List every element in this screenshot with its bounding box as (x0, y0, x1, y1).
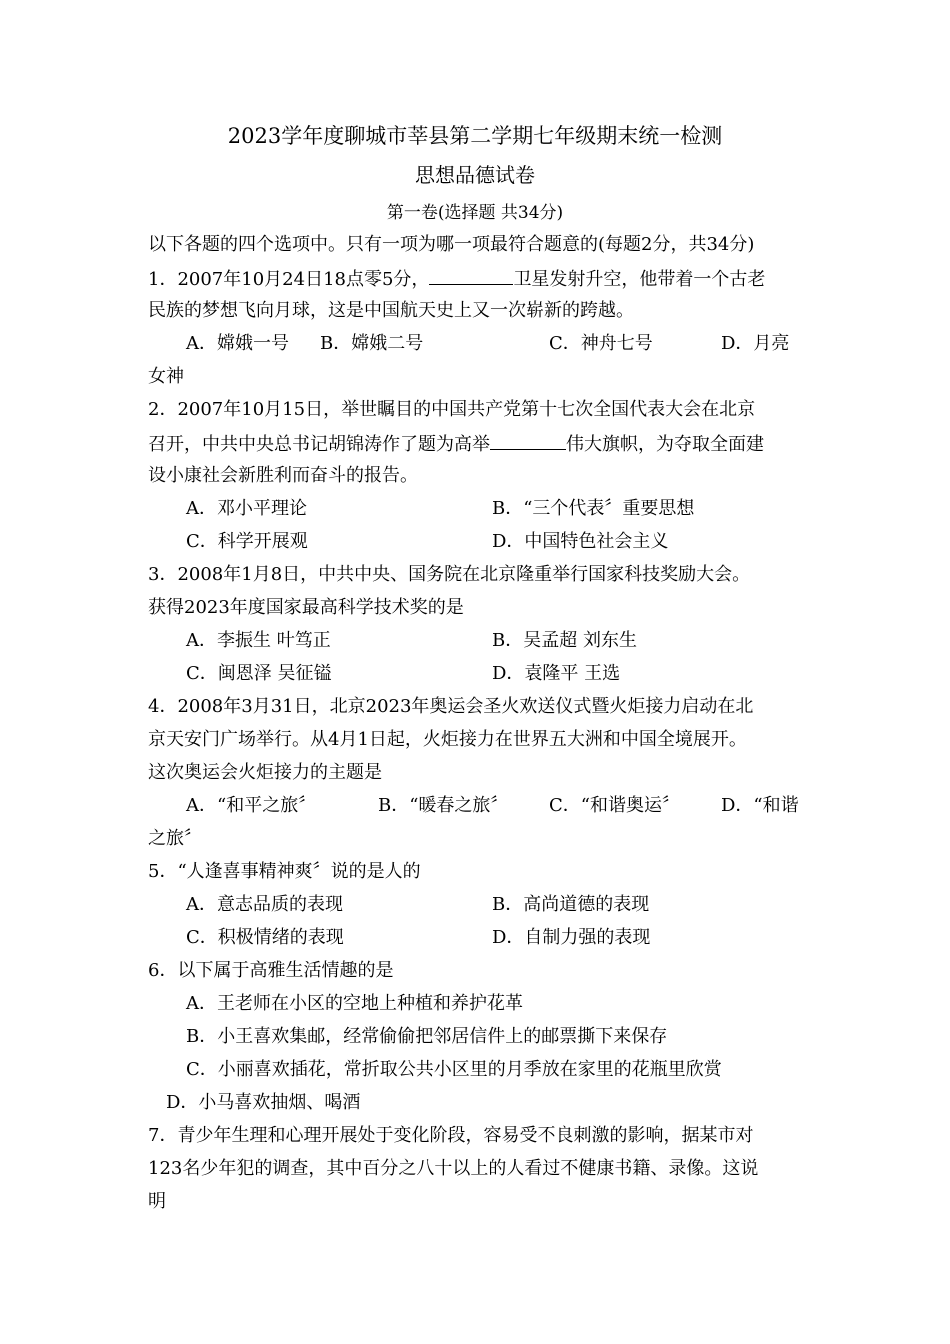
option-d: D．小马喜欢抽烟、喝酒 (166, 1092, 361, 1113)
option-b: B．“暖春之旅〞 (378, 795, 509, 816)
question-4-line-1: 4．2008年3月31日，北京2023年奥运会圣火欢送仪式暨火炬接力启动在北 (148, 696, 754, 717)
question-2-line-3: 设小康社会新胜利而奋斗的报告。 (148, 465, 418, 486)
question-1-line-1 (148, 266, 765, 292)
option-d: D．中国特色社会主义 (492, 531, 669, 552)
question-3-line-1: 3．2008年1月8日，中共中央、国务院在北京隆重举行国家科技奖励大会。 (148, 564, 751, 585)
option-d: D．“和谐 (721, 795, 799, 816)
option-b: B．高尚道德的表现 (492, 894, 650, 915)
question-5-line-1: 5．“人逢喜事精神爽〞说的是人的 (148, 861, 421, 882)
question-2-text-a: 召开，中共中央总书记胡锦涛作了题为高举 (148, 434, 490, 455)
option-a: A．意志品质的表现 (186, 894, 343, 915)
option-c: C．小丽喜欢插花，常折取公共小区里的月季放在家里的花瓶里欣赏 (186, 1059, 722, 1080)
question-7-line-1: 7．青少年生理和心理开展处于变化阶段，容易受不良刺激的影响，据某市对 (148, 1125, 754, 1146)
question-7-line-2: 123名少年犯的调查，其中百分之八十以上的人看过不健康书籍、录像。这说 (148, 1158, 759, 1179)
option-d: D．袁隆平 王选 (492, 663, 621, 684)
option-a: A．“和平之旅〞 (186, 795, 317, 816)
section-heading: 第一卷(选择题 共34分) (386, 203, 564, 223)
option-a: A．邓小平理论 (186, 498, 307, 519)
answer-blank (429, 266, 513, 285)
option-c: C．科学开展观 (186, 531, 308, 552)
option-d-wrap: 女神 (148, 366, 184, 387)
instruction-text: 以下各题的四个选项中。只有一项为哪一项最符合题意的(每题2分，共34分) (148, 234, 755, 255)
option-b: B．吴孟超 刘东生 (492, 630, 637, 651)
question-1-text-a: 1．2007年10月24日18点零5分， (148, 269, 430, 290)
question-7-line-3: 明 (148, 1191, 166, 1212)
option-b: B．“三个代表〞重要思想 (492, 498, 695, 519)
option-a: A．王老师在小区的空地上种植和养护花革 (186, 993, 523, 1014)
question-2-text-b: 伟大旗帜，为夺取全面建 (566, 434, 764, 455)
question-1-text-b: 卫星发射升空，他带着一个古老 (513, 269, 766, 290)
question-4-line-3: 这次奥运会火炬接力的主题是 (148, 762, 382, 783)
question-1-line-2: 民族的梦想飞向月球，这是中国航天史上又一次崭新的跨越。 (148, 300, 634, 321)
question-3-line-2: 获得2023年度国家最高科学技术奖的是 (148, 597, 464, 618)
option-a: A．李振生 叶笃正 (186, 630, 331, 651)
question-4-line-2: 京天安门广场举行。从4月1日起，火炬接力在世界五大洲和中国全境展开。 (148, 729, 747, 750)
option-c: C．闽恩泽 吴征镒 (186, 663, 332, 684)
option-d-wrap: 之旅〞 (148, 828, 202, 849)
option-c: C．积极情绪的表现 (186, 927, 344, 948)
option-b: B．小王喜欢集邮，经常偷偷把邻居信件上的邮票撕下来保存 (186, 1026, 668, 1047)
option-c: C．“和谐奥运〞 (549, 795, 680, 816)
question-2-line-2 (148, 431, 764, 457)
option-c: C．神舟七号 (549, 333, 653, 354)
option-d: D．自制力强的表现 (492, 927, 651, 948)
option-b: B．嫦娥二号 (320, 333, 424, 354)
answer-blank (490, 431, 566, 450)
question-2-line-1: 2．2007年10月15日，举世瞩目的中国共产党第十七次全国代表大会在北京 (148, 399, 756, 420)
question-6-line-1: 6．以下属于高雅生活情趣的是 (148, 960, 394, 981)
exam-subtitle: 思想品德试卷 (415, 163, 535, 187)
option-d: D．月亮 (721, 333, 790, 354)
exam-title: 2023学年度聊城市莘县第二学期七年级期末统一检测 (227, 124, 723, 148)
option-a: A．嫦娥一号 (186, 333, 289, 354)
